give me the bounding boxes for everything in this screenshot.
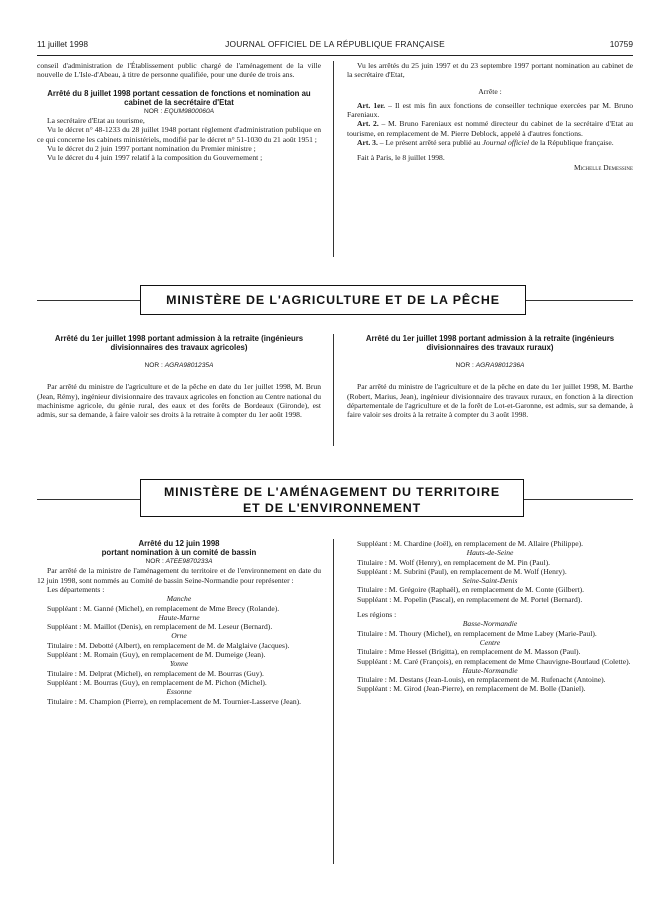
department-heading: Seine-Saint-Denis	[462, 576, 518, 586]
journal-reference: Journal officiel	[482, 138, 530, 148]
article-text: – Le présent arrêté sera publié au	[379, 138, 483, 148]
agri-right-column	[347, 334, 633, 420]
nomination-entry: Suppléant : M. Romain (Guy), en remplacement de M. Dumeige (Jean).	[47, 650, 266, 660]
agri-left-column	[37, 334, 321, 420]
nor-label: NOR :	[143, 108, 163, 115]
nomination-entry: Suppléant : M. Ganné (Michel), en remplacement de Mme Brecy (Rolande).	[47, 603, 280, 613]
article-text: – M. Bruno Fareniaux est nommé directeur du cabinet de la secrétaire d'Etat au tourisme, en remplacement de M. Pierre Deblock, appelé à d'autres fonctions.	[347, 119, 633, 138]
paragraph: Vu le décret du 2 juin 1997 portant nomination du Premier ministre ;	[47, 143, 256, 153]
arrete-title: Arrêté du 1er juillet 1998 portant admission à la retraite (ingénieurs divisionnaires des travaux agricoles)	[54, 334, 304, 353]
nomination-entry: Suppléant : M. Popelin (Pascal), en remplacement de M. Portel (Bernard).	[357, 594, 583, 604]
arrete-title: Arrêté du 1er juillet 1998 portant admission à la retraite (ingénieurs divisionnaires des travaux ruraux)	[365, 334, 615, 353]
nor-reference	[347, 361, 633, 370]
department-heading: Orne	[171, 631, 187, 641]
nor-reference	[37, 107, 321, 116]
page-header	[37, 39, 633, 53]
top-left-column	[37, 61, 321, 162]
ministry-banner	[140, 479, 524, 517]
paragraph: Vu le décret n° 48-1233 du 28 juillet 1948 portant règlement d'administration publique en ce qui concerne les cabinets ministériels, modifié par le décret n° 51-1030 du 21 août 1951 ;	[37, 125, 321, 144]
nomination-entry: Suppléant : M. Subrini (Paul), en remplacement de M. Wolf (Henry).	[357, 566, 567, 576]
article-2	[347, 119, 633, 138]
continuation-text: conseil d'administration de l'Établissement public chargé de l'aménagement de la ville nouvelle de L'Isle-d'Abeau, à titre de personne qualifiée, pour une durée de trois ans.	[37, 61, 321, 80]
nomination-entry: Titulaire : M. Wolf (Henry), en remplacement de M. Pin (Paul).	[357, 557, 550, 567]
arrete-heading: Arrête :	[478, 86, 502, 96]
article-1	[347, 101, 633, 120]
nomination-entry: Suppléant : M. Girod (Jean-Pierre), en remplacement de M. Bolle (Daniel).	[357, 684, 586, 694]
article-label: Art. 3.	[357, 138, 378, 148]
nor-code: ATEE9870233A	[165, 558, 213, 566]
department-heading: Manche	[166, 594, 192, 604]
nor-code: EQUM9800060A	[164, 108, 215, 115]
top-right-column	[347, 61, 633, 172]
article-3	[347, 138, 633, 147]
department-heading: Yonne	[169, 659, 189, 669]
article-label: Art. 1er.	[357, 100, 386, 110]
arrete-title: Arrêté du 8 juillet 1998 portant cessation de fonctions et nomination au cabinet de la secrétaire d'Etat	[47, 88, 311, 107]
region-heading: Basse-Normandie	[462, 619, 518, 629]
page-number: 10759	[609, 39, 633, 49]
nor-reference	[37, 361, 321, 370]
column-divider	[333, 61, 334, 257]
env-left-column	[37, 539, 321, 706]
nor-label: NOR :	[455, 362, 474, 370]
article-label: Art. 2.	[357, 119, 379, 129]
ministry-banner: MINISTÈRE DE L'AGRICULTURE ET DE LA PÊCHE	[140, 285, 526, 315]
header-rule	[37, 55, 633, 56]
nomination-entry: Titulaire : M. Champion (Pierre), en remplacement de M. Tournier-Lasserve (Jean).	[47, 696, 302, 706]
nor-label: NOR :	[145, 558, 164, 566]
nomination-entry: Suppléant : M. Chardine (Joël), en remplacement de M. Allaire (Philippe).	[357, 539, 584, 548]
paragraph: Par arrêté du ministre de l'agriculture et de la pêche en date du 1er juillet 1998, M. Brun (Jean, Rémy), ingénieur divisionnaire des travaux agricoles en fonction au Centre national du machinisme agricole, du génie rural, des eaux et des forêts de Bordeaux (Gironde), est admis, sur sa demande, à faire valoir ses droits à la retraite à compter du 1er août 1998.	[37, 382, 321, 420]
nor-reference	[37, 557, 321, 566]
paragraph: La secrétaire d'Etat au tourisme,	[47, 116, 145, 125]
article-text: de la République française.	[529, 138, 614, 148]
nomination-entry: Titulaire : M. Grégoire (Raphaël), en remplacement de M. Conte (Gilbert).	[357, 585, 585, 595]
signature: Michelle Demessine	[573, 162, 633, 172]
arrete-subtitle: portant nomination à un comité de bassin	[101, 548, 257, 558]
nomination-entry: Titulaire : M. Destans (Jean-Louis), en remplacement de M. Rufenacht (Antoine).	[357, 675, 606, 685]
env-right-column	[347, 539, 633, 694]
region-heading: Haute-Normandie	[462, 665, 518, 675]
ministry-line: MINISTÈRE DE L'AMÉNAGEMENT DU TERRITOIRE	[163, 485, 501, 499]
nor-label: NOR :	[144, 362, 163, 370]
arrete-title: Arrêté du 12 juin 1998	[138, 539, 220, 548]
ministry-line: ET DE L'ENVIRONNEMENT	[242, 501, 422, 515]
department-heading: Essonne	[166, 687, 192, 697]
paragraph: Vu les arrêtés du 25 juin 1997 et du 23 septembre 1997 portant nomination au cabinet de la secrétaire d'Etat,	[347, 61, 633, 80]
nomination-entry: Suppléant : M. Bourras (Guy), en remplacement de M. Pichon (Michel).	[47, 677, 267, 687]
nomination-entry: Titulaire : M. Thoury (Michel), en remplacement de Mme Labey (Marie-Paul).	[357, 628, 597, 638]
paragraph: Les départements :	[47, 585, 105, 594]
journal-title: JOURNAL OFFICIEL DE LA RÉPUBLIQUE FRANÇAISE	[225, 39, 445, 49]
nomination-entry: Suppléant : M. Caré (François), en remplacement de Mme Chauvigne-Bourlaud (Colette).	[357, 656, 631, 666]
fait-date: Fait à Paris, le 8 juillet 1998.	[357, 153, 445, 163]
paragraph: Par arrêté du ministre de l'agriculture et de la pêche en date du 1er juillet 1998, M. Barthe (Robert, Marius, Jean), ingénieur divisionnaire des travaux ruraux, en fonction à la direction départementale de l'agriculture et de la forêt de Lot-et-Garonne, est admis, sur sa demande, à faire valoir ses droits à la retraite à compter du 3 août 1998.	[347, 382, 633, 420]
paragraph: Vu le décret du 4 juin 1997 relatif à la composition du Gouvernement ;	[47, 153, 263, 163]
nor-code: AGRA9801236A	[475, 362, 525, 370]
nomination-entry: Titulaire : M. Debotté (Albert), en remplacement de M. de Malglaive (Jacques).	[47, 640, 290, 650]
department-heading: Haute-Marne	[158, 612, 200, 622]
nomination-entry: Suppléant : M. Maillot (Denis), en remplacement de M. Leseur (Bernard).	[47, 622, 273, 632]
column-divider	[333, 334, 334, 446]
department-heading: Hauts-de-Seine	[466, 548, 514, 558]
nomination-entry: Titulaire : Mme Hessel (Brigitta), en remplacement de M. Masson (Paul).	[357, 647, 581, 657]
paragraph: Par arrêté de la ministre de l'aménagement du territoire et de l'environnement en date du 12 juin 1998, sont nommés au Comité de bassin Seine-Normandie pour représenter :	[37, 566, 321, 585]
region-heading: Centre	[479, 637, 501, 647]
nor-code: AGRA9801235A	[164, 362, 214, 370]
column-divider	[333, 539, 334, 864]
article-text: – Il est mis fin aux fonctions de conseiller technique exercées par M. Bruno Fareniaux.	[347, 100, 633, 120]
paragraph: Les régions :	[357, 610, 397, 620]
nomination-entry: Titulaire : M. Delprat (Michel), en remplacement de M. Bourras (Guy).	[47, 668, 264, 678]
issue-date: 11 juillet 1998	[37, 39, 89, 49]
